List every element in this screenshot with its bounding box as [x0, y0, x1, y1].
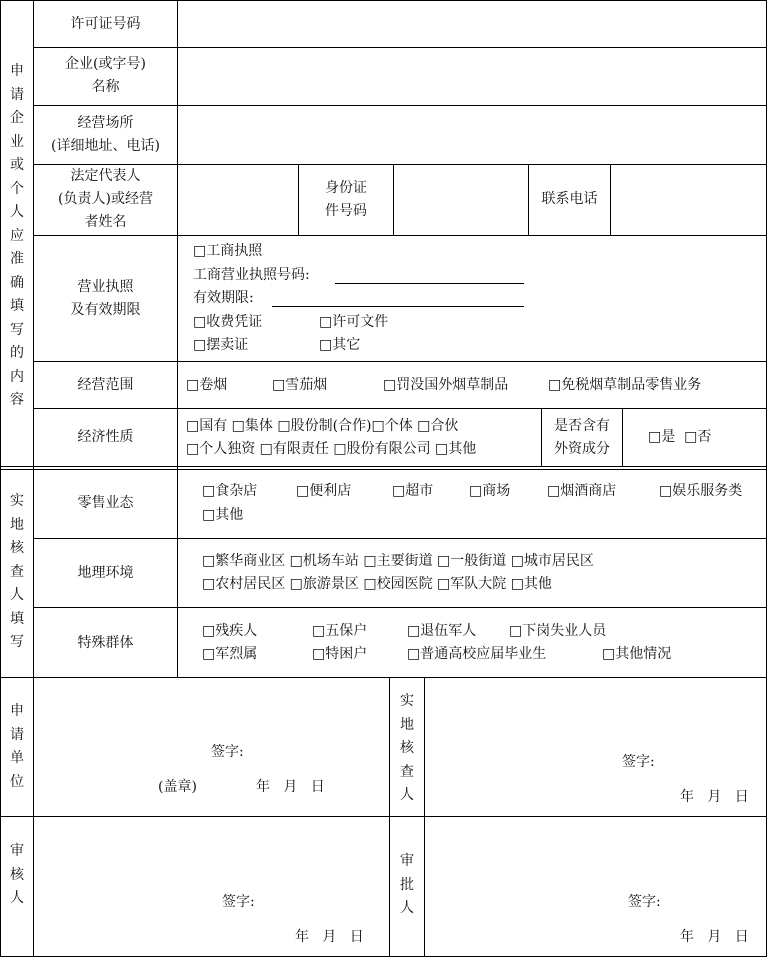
reviewer-date: 年 月 日 — [295, 929, 364, 945]
special-veteran-checkbox[interactable]: □退伍军人 — [407, 623, 477, 639]
foreign-capital-label-line2: 外资成分 — [554, 441, 610, 457]
ownership-options-row2[interactable]: □个人独资 □有限责任 □股份有限公司 □其他 — [186, 441, 477, 457]
approver-date: 年 月 日 — [680, 929, 749, 945]
retail-convenience-checkbox[interactable]: □便利店 — [296, 483, 352, 499]
section-divider — [0, 469, 767, 470]
scope-cigar-checkbox[interactable]: □雪茄烟 — [272, 377, 328, 393]
stall-cert-checkbox[interactable]: □摆卖证 — [193, 337, 249, 353]
ownership-label: 经济性质 — [77, 429, 134, 445]
license-period-label: 营业执照 — [77, 279, 134, 295]
row-divider — [0, 816, 767, 817]
special-disabled-checkbox[interactable]: □残疾人 — [202, 623, 258, 639]
scope-label: 经营范围 — [77, 377, 134, 393]
retail-supermarket-checkbox[interactable]: □超市 — [392, 483, 434, 499]
retail-other-checkbox[interactable]: □其他 — [202, 507, 244, 523]
premises-field[interactable] — [178, 106, 766, 164]
col-divider — [424, 677, 425, 957]
row-divider — [0, 677, 767, 678]
fee-receipt-checkbox[interactable]: □收费凭证 — [193, 314, 263, 330]
retail-grocery-checkbox[interactable]: □食杂店 — [202, 483, 258, 499]
company-name-field[interactable] — [178, 48, 766, 105]
row-divider — [33, 607, 767, 608]
special-graduate-checkbox[interactable]: □普通高校应届毕业生 — [407, 646, 547, 662]
special-other-checkbox[interactable]: □其他情况 — [602, 646, 672, 662]
company-name-label-line2: 名称 — [91, 79, 120, 95]
legal-rep-label-line2: (负责人)或经营 — [58, 191, 153, 207]
legal-rep-label: 法定代表人 — [70, 168, 141, 184]
business-license-no-label: 工商营业执照号码: — [193, 267, 310, 283]
row-divider — [33, 361, 767, 362]
special-group-label: 特殊群体 — [77, 635, 134, 651]
legal-rep-field[interactable] — [178, 165, 298, 235]
id-no-label-line2: 件号码 — [325, 203, 367, 219]
geo-env-label: 地理环境 — [77, 565, 134, 581]
applicant-unit-side-label: 申 请 单 位 — [10, 703, 24, 790]
retail-entertainment-checkbox[interactable]: □娱乐服务类 — [659, 483, 743, 499]
applicant-section-side-label: 申 请 企 业 或 个 人 应 准 确 填 写 的 内 容 — [10, 63, 24, 408]
premises-label-line2: (详细地址、电话) — [51, 138, 160, 154]
section-divider — [0, 466, 767, 467]
scope-confiscated-checkbox[interactable]: □罚没国外烟草制品 — [383, 377, 509, 393]
row-divider — [33, 235, 767, 236]
company-name-label: 企业(或字号) — [65, 56, 146, 72]
business-license-checkbox[interactable]: □工商执照 — [193, 243, 263, 259]
phone-label: 联系电话 — [541, 191, 598, 207]
applicant-sign-label: 签字: — [211, 744, 244, 760]
special-wubao-checkbox[interactable]: □五保户 — [312, 623, 368, 639]
ownership-options-row1[interactable]: □国有 □集体 □股份制(合作)□个体 □合伙 — [186, 418, 459, 434]
legal-rep-label-line3: 者姓名 — [84, 214, 127, 230]
license-period-label-line2: 及有效期限 — [70, 302, 141, 318]
retail-tobacco-shop-checkbox[interactable]: □烟酒商店 — [547, 483, 617, 499]
business-license-no-line[interactable] — [335, 283, 524, 284]
reviewer-sign-label: 签字: — [222, 894, 255, 910]
approver-side-label: 审 批 人 — [400, 853, 414, 916]
foreign-capital-label: 是否含有 — [554, 418, 610, 434]
reviewer-side-label: 审 核 人 — [10, 843, 24, 906]
applicant-seal-label: (盖章) — [158, 779, 197, 795]
inspector-side-label: 实 地 核 查 人 — [400, 693, 414, 803]
special-martyr-family-checkbox[interactable]: □军烈属 — [202, 646, 258, 662]
valid-period-label: 有效期限: — [193, 290, 254, 306]
scope-cigarette-checkbox[interactable]: □卷烟 — [186, 377, 228, 393]
scope-dutyfree-checkbox[interactable]: □免税烟草制品零售业务 — [548, 377, 702, 393]
col-divider — [541, 408, 542, 467]
inspector-section-side-label: 实 地 核 查 人 填 写 — [10, 493, 24, 650]
border-bottom — [0, 956, 767, 957]
premises-label: 经营场所 — [77, 115, 134, 131]
license-no-label: 许可证号码 — [70, 16, 141, 32]
col-divider — [298, 164, 299, 236]
applicant-date: 年 月 日 — [256, 779, 325, 795]
foreign-capital-options[interactable]: □是 □否 — [648, 429, 712, 445]
other-doc-checkbox[interactable]: □其它 — [319, 337, 361, 353]
geo-env-options-row1[interactable]: □繁华商业区 □机场车站 □主要街道 □一般街道 □城市居民区 — [202, 553, 594, 569]
approver-sign-label: 签字: — [628, 894, 661, 910]
id-no-label: 身份证 — [325, 180, 367, 196]
row-divider — [33, 538, 767, 539]
phone-field[interactable] — [611, 165, 766, 235]
row-divider — [33, 408, 767, 409]
inspector-date: 年 月 日 — [680, 789, 749, 805]
permit-doc-checkbox[interactable]: □许可文件 — [319, 314, 389, 330]
license-no-field[interactable] — [178, 1, 766, 47]
geo-env-options-row2[interactable]: □农村居民区 □旅游景区 □校园医院 □军队大院 □其他 — [202, 576, 552, 592]
retail-format-label: 零售业态 — [77, 495, 134, 511]
valid-period-line[interactable] — [272, 306, 524, 307]
inspector-sign-label: 签字: — [622, 754, 655, 770]
col-divider — [622, 408, 623, 467]
special-poverty-checkbox[interactable]: □特困户 — [312, 646, 368, 662]
retail-mall-checkbox[interactable]: □商场 — [469, 483, 511, 499]
id-no-field[interactable] — [394, 165, 528, 235]
special-unemployed-checkbox[interactable]: □下岗失业人员 — [509, 623, 607, 639]
